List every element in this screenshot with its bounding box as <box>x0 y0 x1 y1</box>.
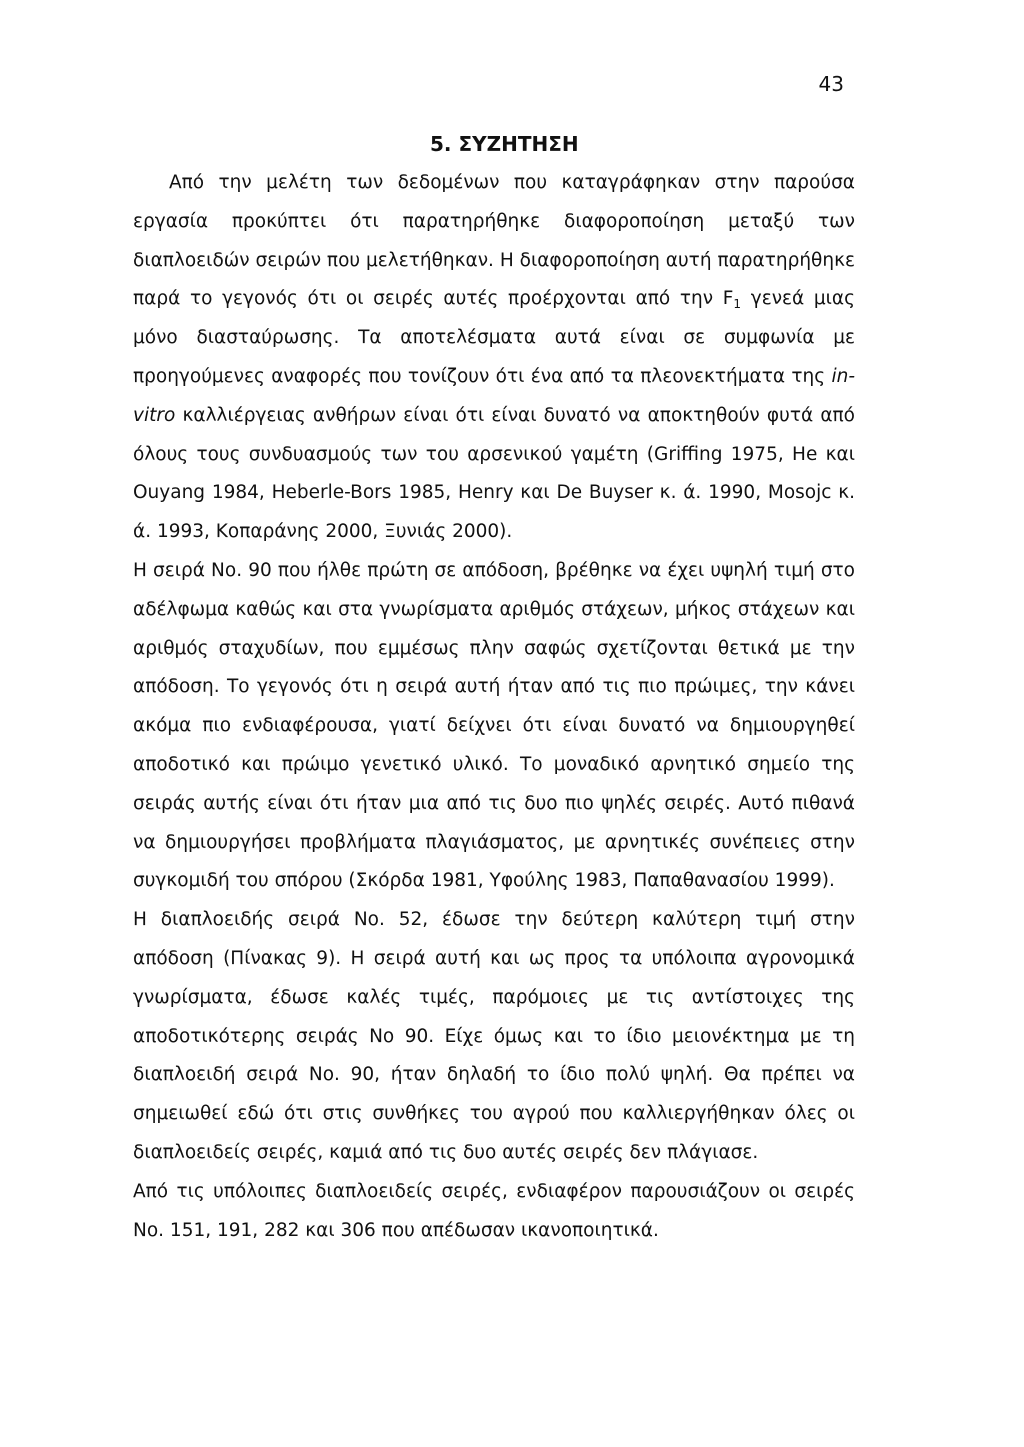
paragraph-1-text-a: Από την μελέτη των δεδομένων που καταγράφηκαν στην παρούσα εργασία προκύπτει ότι παρατηρήθηκε διαφοροποίηση μεταξύ των διαπλοειδών σειρών που μελετήθηκαν. Η διαφοροποίηση αυτή παρατηρήθηκε παρά το γεγονός ότι οι σειρές αυτές προέρχονται από την F <box>133 172 855 310</box>
paragraph-1-text-c: καλλιέργειας ανθήρων είναι ότι είναι δυνατό να αποκτηθούν φυτά από όλους τους συνδυασμούς των του αρσενικού γαμέτη (Griffing 1975, He και Ouyang 1984, Heberle-Bors 1985, Henry και De Buyser κ. ά. 1990, Mosojc κ. ά. 1993, Κοπαράνης 2000, Ξυνιάς 2000). <box>133 404 855 543</box>
page-number: 43 <box>818 72 844 96</box>
paragraph-1-text-b: γενεά μιας μόνο διασταύρωσης. Τα αποτελέσματα αυτά είναι σε συμφωνία με προηγούμενες αναφορές που τονίζουν ότι ένα από τα πλεονεκτήματα της <box>133 288 855 387</box>
section-heading: 5. ΣΥΖΗΤΗΣΗ <box>430 132 579 156</box>
italic-term: in-vitro <box>133 365 855 426</box>
subscript: 1 <box>733 297 742 312</box>
paragraph-2: Η σειρά Νο. 90 που ήλθε πρώτη σε απόδοση, βρέθηκε να έχει υψηλή τιμή στο αδέλφωμα καθώς και στα γνωρίσματα αριθμός στάχεων, μήκος στάχεων και αριθμός σταχυδίων, που εμμέσως πλην σαφώς σχετίζονται θετικά με την απόδοση. Το γεγονός ότι η σειρά αυτή ήταν από τις πιο πρώιμες, την κάνει ακόμα πιο ενδιαφέρουσα, γιατί δείχνει ότι είναι δυνατό να δημιουργηθεί αποδοτικό και πρώιμο γενετικό υλικό. Το μοναδικό αρνητικό σημείο της σειράς αυτής είναι ότι ήταν μια από τις δυο πιο ψηλές σειρές. Αυτό πιθανά να δημιουργήσει προβλήματα πλαγιάσματος, με αρνητικές συνέπειες στην συγκομιδή του σπόρου (Σκόρδα 1981, Υφούλης 1983, Παπαθανασίου 1999). <box>133 559 855 892</box>
paragraph-4: Από τις υπόλοιπες διαπλοειδείς σειρές, ενδιαφέρον παρουσιάζουν οι σειρές Νο. 151, 191, 282 και 306 που απέδωσαν ικανοποιητικά. <box>133 1180 855 1241</box>
paragraph-1 <box>133 164 855 552</box>
paragraph-3: Η διαπλοειδής σειρά Νο. 52, έδωσε την δεύτερη καλύτερη τιμή στην απόδοση (Πίνακας 9). Η σειρά αυτή και ως προς τα υπόλοιπα αγρονομικά γνωρίσματα, έδωσε καλές τιμές, παρόμοιες με τις αντίστοιχες της αποδοτικότερης σειράς Νο 90. Είχε όμως και το ίδιο μειονέκτημα με τη διαπλοειδή σειρά Νο. 90, ήταν δηλαδή το ίδιο πολύ ψηλή. Θα πρέπει να σημειωθεί εδώ ότι στις συνθήκες του αγρού που καλλιεργήθηκαν όλες οι διαπλοειδείς σειρές, καμιά από τις δυο αυτές σειρές δεν πλάγιασε. <box>133 909 855 1163</box>
document-body <box>133 164 855 1250</box>
